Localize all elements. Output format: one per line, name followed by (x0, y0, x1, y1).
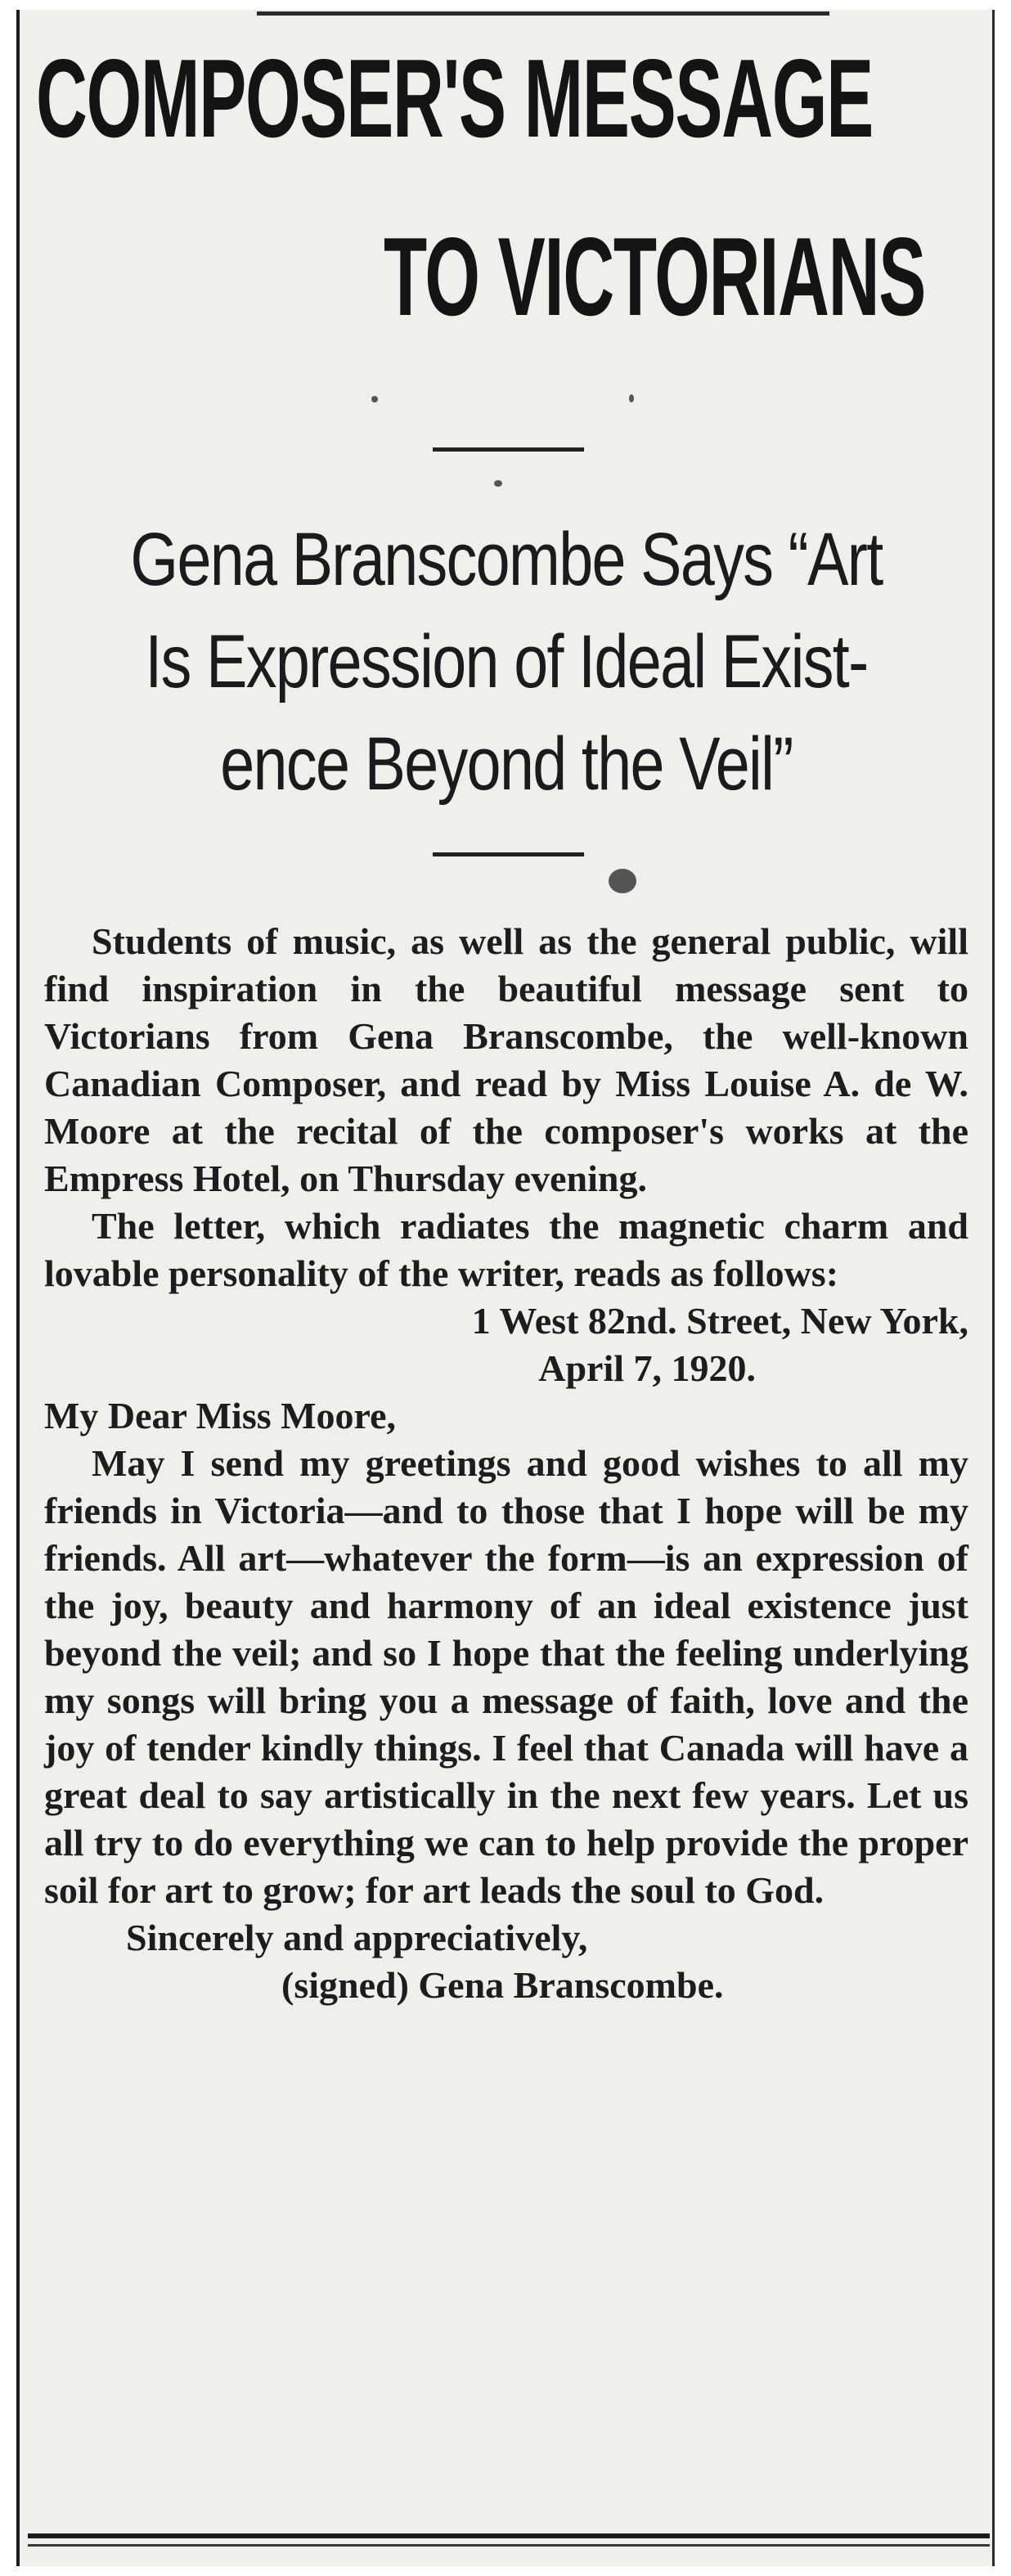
ink-speck (609, 869, 636, 893)
subhead-line-1: Gena Branscombe Says “Art (130, 518, 883, 601)
subhead-divider (433, 852, 584, 856)
ink-speck (629, 394, 634, 402)
headline-divider (433, 447, 584, 452)
article-body (44, 918, 968, 2009)
bottom-rule (28, 2533, 990, 2538)
top-rule (257, 11, 829, 16)
letter-body: May I send my greetings and good wishes to all my friends in Victoria—and to those that I hope will be my friends. All art—whatever the form—is an expression of the joy, beauty and harmony of an ideal existence just beyond the veil; and so I hope that the feeling underlying my songs will bring you a message of faith, love and the joy of tender kindly things. I feel that Canada will have a great deal to say artistically in the next few years. Let us all try to do everything we can to help provide the proper soil for art to grow; for art leads the soul to God. (44, 1442, 968, 1911)
paragraph-intro: Students of music, as well as the general public, will find inspiration in the beautiful message sent to Victorians from Gena Branscombe, the well-known Canadian Composer, and read by Miss Louise A. de W. Moore at the recital of the composer's works at the Empress Hotel, on Thursday evening. (44, 920, 968, 1199)
letter-signature: (signed) Gena Branscombe. (281, 1964, 724, 2006)
letter-address: 1 West 82nd. Street, New York, (471, 1300, 968, 1342)
letter-date: April 7, 1920. (538, 1347, 756, 1389)
headline-line-2: TO VICTORIANS (384, 214, 926, 339)
subhead-line-3: ence Beyond the Veil” (220, 722, 793, 806)
letter-closing: Sincerely and appreciatively, (126, 1917, 588, 1958)
headline-line-1: COMPOSER'S MESSAGE (36, 36, 873, 160)
bottom-rule-thin (28, 2544, 990, 2547)
ink-speck (494, 480, 502, 487)
newspaper-clipping (16, 10, 995, 2566)
subhead-line-2: Is Expression of Ideal Exist- (145, 620, 868, 704)
letter-salutation: My Dear Miss Moore, (44, 1395, 397, 1436)
ink-speck (371, 396, 378, 402)
paragraph-letter-intro: The letter, which radiates the magnetic charm and lovable personality of the writer, reads as follows: (44, 1205, 968, 1294)
